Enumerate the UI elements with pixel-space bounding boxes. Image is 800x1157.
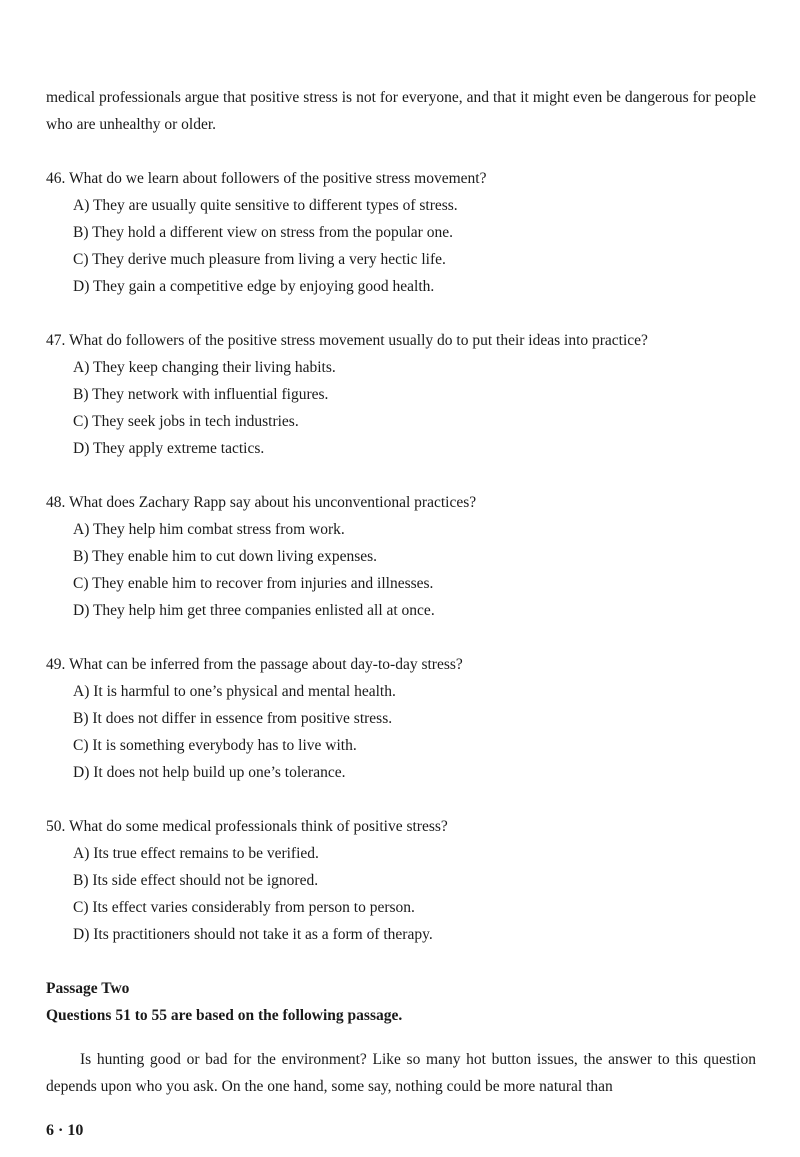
option-b: B) Its side effect should not be ignored. [73, 872, 319, 889]
option-c: C) Its effect varies considerably from person to person. [73, 899, 415, 916]
option-b: B) They network with influential figures. [73, 386, 329, 403]
option-a: A) They help him combat stress from work. [73, 521, 345, 538]
question-46 [46, 165, 756, 300]
option-d: D) It does not help build up one’s tolerance. [73, 764, 346, 781]
question-stem: 46. What do we learn about followers of the positive stress movement? [46, 170, 487, 187]
option-a: A) They keep changing their living habits. [73, 359, 336, 376]
intro-paragraph: medical professionals argue that positive stress is not for everyone, and that it might even be dangerous for people who are unhealthy or older. [46, 89, 756, 133]
option-c: C) They derive much pleasure from living a very hectic life. [73, 251, 446, 268]
question-stem: 47. What do followers of the positive stress movement usually do to put their ideas into practice? [46, 332, 648, 349]
question-48 [46, 489, 756, 624]
option-b: B) They hold a different view on stress from the popular one. [73, 224, 453, 241]
question-stem: 48. What does Zachary Rapp say about his unconventional practices? [46, 494, 477, 511]
passage-two-heading [46, 975, 756, 1029]
option-d: D) They apply extreme tactics. [73, 440, 265, 457]
option-c: C) It is something everybody has to live with. [73, 737, 357, 754]
question-49 [46, 651, 756, 786]
page-number: 6 · 10 [46, 1122, 84, 1139]
option-a: A) Its true effect remains to be verified. [73, 845, 319, 862]
option-b: B) It does not differ in essence from positive stress. [73, 710, 393, 727]
option-a: A) They are usually quite sensitive to different types of stress. [73, 197, 458, 214]
option-a: A) It is harmful to one’s physical and mental health. [73, 683, 396, 700]
passage-title: Passage Two [46, 980, 130, 997]
document-page [46, 84, 756, 1116]
option-d: D) Its practitioners should not take it as a form of therapy. [73, 926, 433, 943]
option-d: D) They help him get three companies enlisted all at once. [73, 602, 435, 619]
option-d: D) They gain a competitive edge by enjoying good health. [73, 278, 435, 295]
question-47 [46, 327, 756, 462]
question-stem: 50. What do some medical professionals think of positive stress? [46, 818, 448, 835]
option-b: B) They enable him to cut down living expenses. [73, 548, 378, 565]
question-50 [46, 813, 756, 948]
question-stem: 49. What can be inferred from the passage about day-to-day stress? [46, 656, 463, 673]
passage-instruction: Questions 51 to 55 are based on the following passage. [46, 1007, 403, 1024]
passage-paragraph: Is hunting good or bad for the environment? Like so many hot button issues, the answer to this question depends upon who you ask. On the one hand, some say, nothing could be more natural than [46, 1051, 756, 1095]
option-c: C) They enable him to recover from injuries and illnesses. [73, 575, 434, 592]
option-c: C) They seek jobs in tech industries. [73, 413, 299, 430]
